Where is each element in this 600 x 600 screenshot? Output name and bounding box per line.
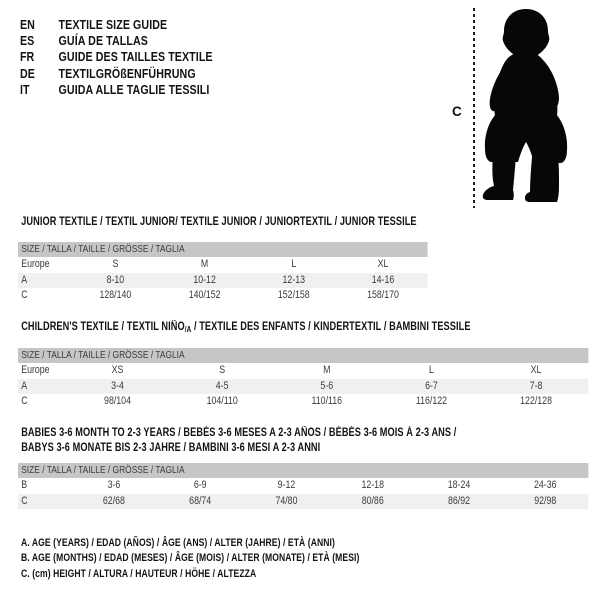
babies-title-line2: BABYS 3-6 MONATE BIS 2-3 JAHRE / BAMBINI 3-6 MESI A 2-3 ANNI — [21, 442, 321, 454]
language-label: TEXTILGRÖßENFÜHRUNG — [58, 65, 196, 81]
size-cell: 140/152 — [188, 289, 221, 301]
size-cell: 98/104 — [104, 395, 131, 407]
babies-size-table — [18, 463, 588, 509]
row-label: C — [21, 494, 28, 507]
language-row-de — [20, 65, 364, 81]
junior-section — [18, 216, 428, 304]
size-cell: M — [200, 258, 209, 270]
language-label: GUIDA ALLE TAGLIE TESSILI — [58, 82, 210, 98]
size-cell: 14-16 — [371, 273, 395, 286]
children-title-text: CHILDREN'S TEXTILE / TEXTIL NIÑO — [21, 321, 185, 333]
size-cell: XL — [377, 258, 389, 270]
language-label: TEXTILE SIZE GUIDE — [58, 16, 168, 32]
junior-size-header-bar: SIZE / TALLA / TAILLE / GRÖSSE / TAGLIA — [18, 242, 428, 257]
size-cell: 6-7 — [425, 379, 438, 392]
junior-title-text: JUNIOR TEXTILE / TEXTIL JUNIOR/ TEXTILE JUNIOR / JUNIORTEXTIL / JUNIOR TESSILE — [21, 216, 417, 228]
size-cell: 6-9 — [193, 479, 207, 491]
language-row-en — [20, 16, 364, 32]
children-row-c — [18, 394, 588, 410]
language-code: IT — [20, 82, 30, 98]
babies-title-line1: BABIES 3-6 MONTH TO 2-3 YEARS / BEBÉS 3-6 MESES A 2-3 AÑOS / BÉBÉS 3-6 MOIS À 2-3 ANS / — [21, 427, 457, 439]
size-cell: XS — [111, 364, 124, 376]
size-cell: 12-13 — [282, 273, 306, 286]
row-label: Europe — [21, 364, 50, 376]
language-label: GUIDE DES TAILLES TEXTILE — [58, 49, 213, 65]
children-section — [18, 321, 588, 410]
size-cell: 110/116 — [311, 395, 343, 407]
children-title-subscript: /A — [184, 325, 192, 334]
junior-row-a — [18, 273, 428, 289]
size-cell: 92/98 — [534, 494, 557, 507]
size-cell: 10-12 — [193, 273, 216, 286]
babies-row-c — [18, 494, 588, 510]
babies-section-title — [21, 426, 588, 456]
babies-row-b — [18, 478, 588, 494]
row-label: A — [21, 273, 28, 286]
children-section-title — [21, 321, 588, 334]
row-label: C — [21, 395, 28, 407]
junior-row-c — [18, 288, 428, 304]
children-size-table — [18, 348, 588, 410]
language-row-it — [20, 82, 364, 98]
language-row-fr — [20, 49, 364, 65]
junior-section-title — [21, 216, 427, 228]
footnote-b: B. AGE (MONTHS) / EDAD (MESES) / ÂGE (MOIS) / ALTER (MONATE) / ETÀ (MESI) — [21, 552, 360, 565]
size-cell: 158/170 — [367, 289, 399, 301]
size-cell: M — [323, 364, 331, 376]
size-cell: 80/86 — [361, 494, 384, 507]
size-cell: 7-8 — [529, 379, 543, 392]
language-title-block — [20, 16, 364, 98]
junior-size-table — [18, 242, 428, 304]
size-cell: 5-6 — [320, 379, 334, 392]
size-cell: 104/110 — [206, 395, 238, 407]
children-row-europe — [18, 363, 588, 379]
children-title-text: / TEXTILE DES ENFANTS / KINDERTEXTIL / BAMBINI TESSILE — [191, 321, 471, 333]
size-cell: 9-12 — [277, 479, 296, 491]
row-label: A — [21, 379, 28, 392]
row-label: C — [21, 289, 28, 301]
language-row-es — [20, 32, 364, 48]
height-measure-label: C — [452, 104, 462, 119]
size-cell: 62/68 — [102, 494, 125, 507]
size-cell: 86/92 — [447, 494, 470, 507]
row-label: Europe — [21, 258, 50, 270]
size-cell: 4-5 — [215, 379, 229, 392]
language-code: ES — [20, 33, 35, 49]
size-cell: S — [112, 258, 119, 270]
size-cell: 68/74 — [189, 494, 212, 507]
size-cell: L — [291, 258, 297, 270]
size-cell: 3-4 — [111, 379, 124, 392]
babies-size-header-bar: SIZE / TALLA / TAILLE / GRÖSSE / TAGLIA — [18, 463, 588, 478]
size-cell: XL — [530, 364, 542, 376]
toddler-silhouette-icon — [480, 6, 572, 208]
footnote-a: A. AGE (YEARS) / EDAD (AÑOS) / ÂGE (ANS) / ALTER (JAHRE) / ETÀ (ANNI) — [21, 537, 335, 549]
language-code: DE — [20, 65, 35, 81]
size-cell: L — [428, 364, 434, 376]
size-cell: 116/122 — [415, 395, 448, 407]
children-row-a — [18, 379, 588, 395]
size-cell: 12-18 — [361, 479, 384, 491]
language-code: EN — [20, 16, 35, 32]
language-code: FR — [20, 49, 35, 65]
junior-row-europe — [18, 257, 428, 273]
babies-section — [18, 426, 588, 509]
height-measure-dashed-line — [473, 8, 475, 208]
size-cell: 152/158 — [277, 289, 310, 301]
children-size-header-bar: SIZE / TALLA / TAILLE / GRÖSSE / TAGLIA — [18, 348, 588, 363]
size-cell: 18-24 — [447, 479, 471, 491]
footnotes-block — [21, 536, 583, 582]
size-cell: S — [219, 364, 226, 376]
size-cell: 24-36 — [533, 479, 557, 491]
language-label: GUÍA DE TALLAS — [58, 33, 148, 49]
size-cell: 128/140 — [99, 289, 132, 301]
row-label: B — [21, 479, 28, 491]
size-cell: 8-10 — [106, 273, 125, 286]
size-cell: 3-6 — [107, 479, 121, 491]
size-cell: 122/128 — [520, 395, 552, 407]
footnote-c: C. (cm) HEIGHT / ALTURA / HAUTEUR / HÖHE / ALTEZZA — [21, 567, 257, 580]
size-cell: 74/80 — [275, 494, 298, 507]
